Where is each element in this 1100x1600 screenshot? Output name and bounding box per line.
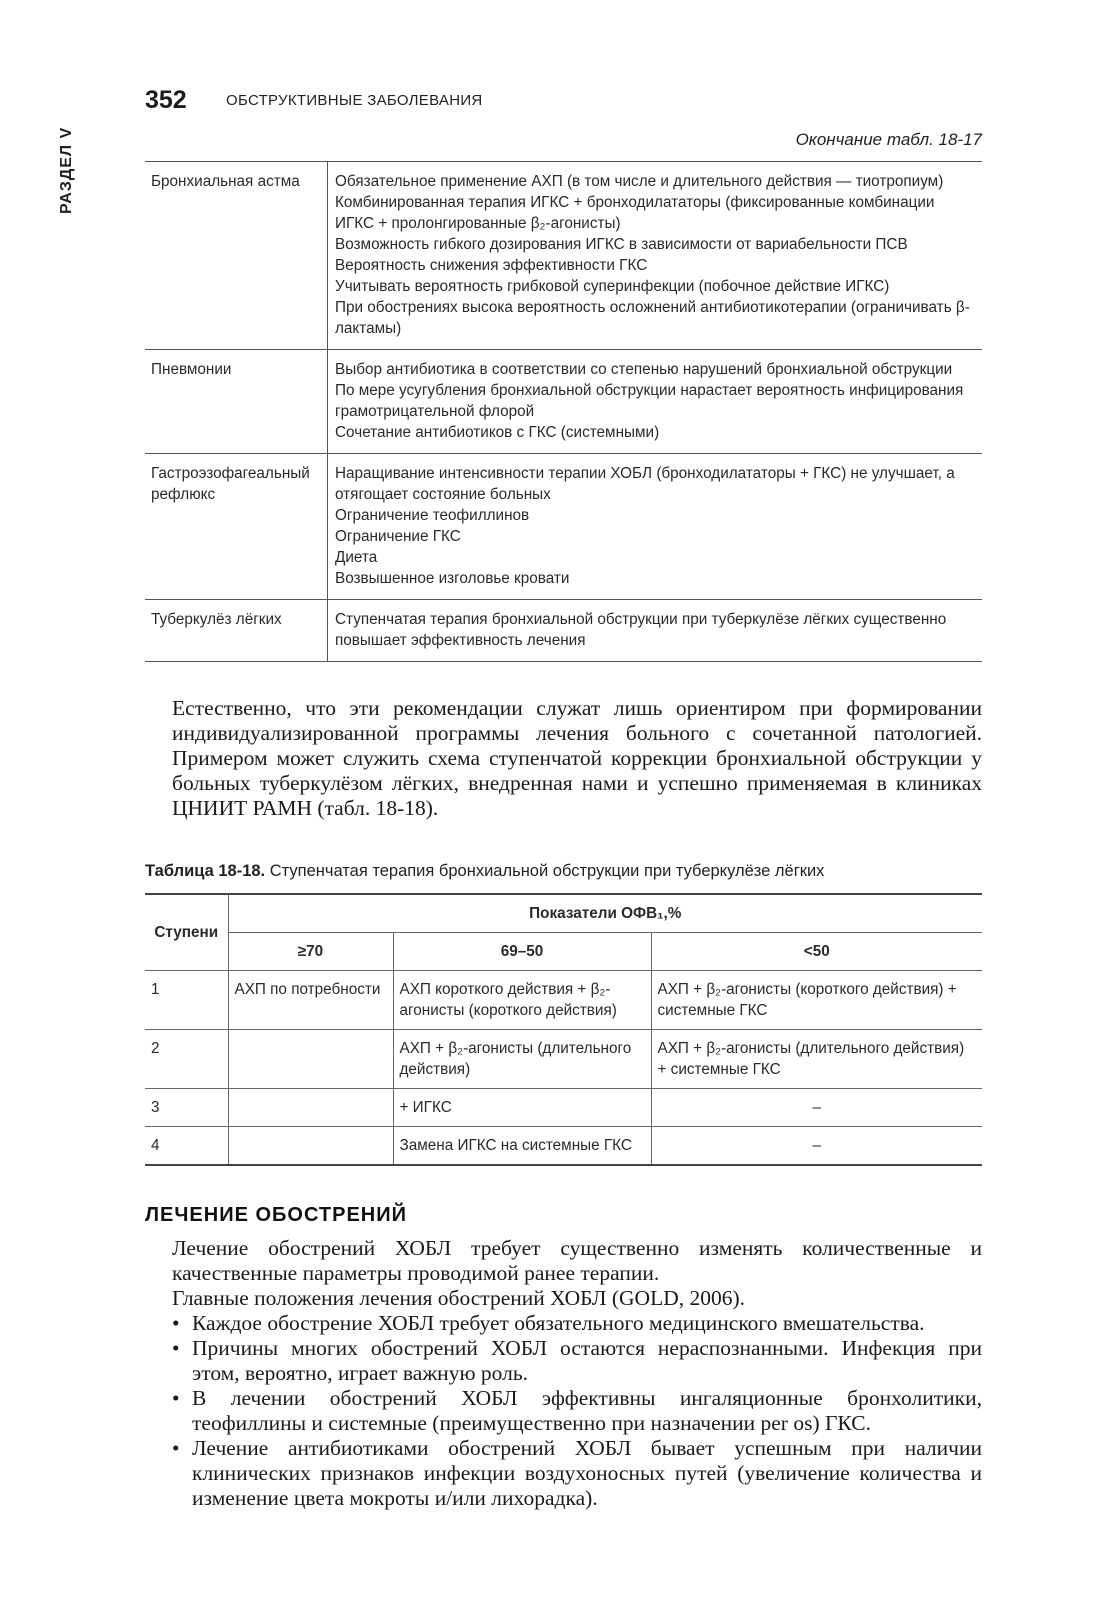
note-line: Ступенчатая терапия бронхиальной обструкции при туберкулёзе лёгких существенно повышает эффективность лечения	[335, 611, 947, 649]
cell-ge70: АХП по потребности	[228, 971, 393, 1030]
column-header-steps: Ступени	[145, 894, 228, 971]
cell-69-50: + ИГКС	[393, 1089, 651, 1127]
column-header-lt50: <50	[651, 933, 982, 971]
notes-cell	[328, 454, 983, 600]
body-paragraph	[145, 1236, 982, 1286]
cell-ge70	[228, 1030, 393, 1089]
running-head: ОБСТРУКТИВНЫЕ ЗАБОЛЕВАНИЯ	[226, 92, 483, 109]
cell-69-50: Замена ИГКС на системные ГКС	[393, 1127, 651, 1166]
table-row	[145, 454, 982, 600]
section-side-label: РАЗДЕЛ V	[58, 126, 75, 214]
note-line: При обострениях высока вероятность осложнений антибиотикотерапии (ограничивать β-лактамы)	[335, 299, 970, 337]
table-row	[145, 971, 982, 1030]
notes-cell	[328, 600, 983, 662]
table-row	[145, 1127, 982, 1166]
disease-cell: Бронхиальная астма	[145, 162, 328, 350]
note-line: Возвышенное изголовье кровати	[335, 570, 570, 587]
note-line: Возможность гибкого дозирования ИГКС в зависимости от вариабельности ПСВ	[335, 236, 908, 253]
table-row	[145, 1030, 982, 1089]
paragraph-text: Главные положения лечения обострений ХОБЛ (GOLD, 2006).	[172, 1286, 746, 1310]
table-row	[145, 350, 982, 454]
stepwise-therapy-table	[145, 893, 982, 1166]
disease-cell: Пневмонии	[145, 350, 328, 454]
notes-cell	[328, 350, 983, 454]
disease-cell: Гастроэзофагеальный рефлюкс	[145, 454, 328, 600]
column-header-69-50: 69–50	[393, 933, 651, 971]
table-caption-text: Ступенчатая терапия бронхиальной обструкции при туберкулёзе лёгких	[269, 862, 825, 880]
step-cell: 1	[145, 971, 228, 1030]
cell-ge70	[228, 1089, 393, 1127]
list-item: • Лечение антибиотиками обострений ХОБЛ бывает успешным при наличии клинических признаков инфекции воздухоносных путей (увеличение количества и изменение цвета мокроты и/или лихорадка).	[145, 1436, 982, 1511]
list-item: • Причины многих обострений ХОБЛ остаются нераспознанными. Инфекция при этом, вероятно, играет важную роль.	[145, 1336, 982, 1386]
comorbidity-table	[145, 161, 982, 662]
cell-lt50: –	[651, 1089, 982, 1127]
table-caption	[145, 862, 824, 881]
paragraph-text: Лечение обострений ХОБЛ требует существенно изменять количественные и качественные параметры проводимой ранее терапии.	[172, 1236, 982, 1285]
cell-69-50: АХП + β₂-агонисты (длительного действия)	[393, 1030, 651, 1089]
list-item: • В лечении обострений ХОБЛ эффективны ингаляционные бронхолитики, теофиллины и системные (преимущественно при назначении per os) ГКС.	[145, 1386, 982, 1436]
column-header-ge70: ≥70	[228, 933, 393, 971]
section-heading: ЛЕЧЕНИЕ ОБОСТРЕНИЙ	[145, 1204, 408, 1226]
body-paragraph	[145, 1286, 982, 1311]
note-line: Диета	[335, 549, 378, 566]
bullet-list	[145, 1311, 982, 1511]
note-line: Сочетание антибиотиков с ГКС (системными)	[335, 424, 660, 441]
step-cell: 4	[145, 1127, 228, 1166]
table-caption-label: Таблица 18-18.	[145, 862, 266, 880]
note-line: Ограничение теофиллинов	[335, 507, 530, 524]
cell-69-50: АХП короткого действия + β₂-агонисты (короткого действия)	[393, 971, 651, 1030]
table-row	[145, 600, 982, 662]
cell-lt50: –	[651, 1127, 982, 1166]
cell-ge70	[228, 1127, 393, 1166]
step-cell: 2	[145, 1030, 228, 1089]
cell-lt50: АХП + β₂-агонисты (длительного действия) + системные ГКС	[651, 1030, 982, 1089]
note-line: Учитывать вероятность грибковой суперинфекции (побочное действие ИГКС)	[335, 278, 890, 295]
note-line: По мере усугубления бронхиальной обструкции нарастает вероятность инфицирования грамотрицательной флорой	[335, 382, 964, 420]
table-continuation-label: Окончание табл. 18-17	[795, 130, 982, 149]
note-line: Комбинированная терапия ИГКС + бронходилататоры (фиксированные комбинации ИГКС + пролонгированные β₂-агонисты)	[335, 194, 935, 232]
note-line: Ограничение ГКС	[335, 528, 461, 545]
notes-cell	[328, 162, 983, 350]
note-line: Вероятность снижения эффективности ГКС	[335, 257, 648, 274]
note-line: Наращивание интенсивности терапии ХОБЛ (бронходилататоры + ГКС) не улучшает, а отягощает состояние больных	[335, 465, 955, 503]
paragraph-text: Естественно, что эти рекомендации служат лишь ориентиром при формировании индивидуализированной программы лечения больного с сочетанной патологией. Примером может служить схема ступенчатой коррекции бронхиальной обструкции у больных туберкулёзом лёгких, внедренная нами и успешно применяемая в клиниках ЦНИИТ РАМН (табл. 18-18).	[172, 696, 982, 820]
note-line: Выбор антибиотика в соответствии со степенью нарушений бронхиальной обструкции	[335, 361, 953, 378]
table-row	[145, 1089, 982, 1127]
note-line: Обязательное применение АХП (в том числе и длительного действия — тиотропиум)	[335, 173, 944, 190]
table-row	[145, 162, 982, 350]
body-paragraph	[145, 696, 982, 821]
page-number: 352	[145, 86, 187, 114]
list-item: • Каждое обострение ХОБЛ требует обязательного медицинского вмешательства.	[145, 1311, 982, 1336]
column-header-fev1: Показатели ОФВ₁,%	[228, 894, 982, 933]
disease-cell: Туберкулёз лёгких	[145, 600, 328, 662]
step-cell: 3	[145, 1089, 228, 1127]
cell-lt50: АХП + β₂-агонисты (короткого действия) + системные ГКС	[651, 971, 982, 1030]
